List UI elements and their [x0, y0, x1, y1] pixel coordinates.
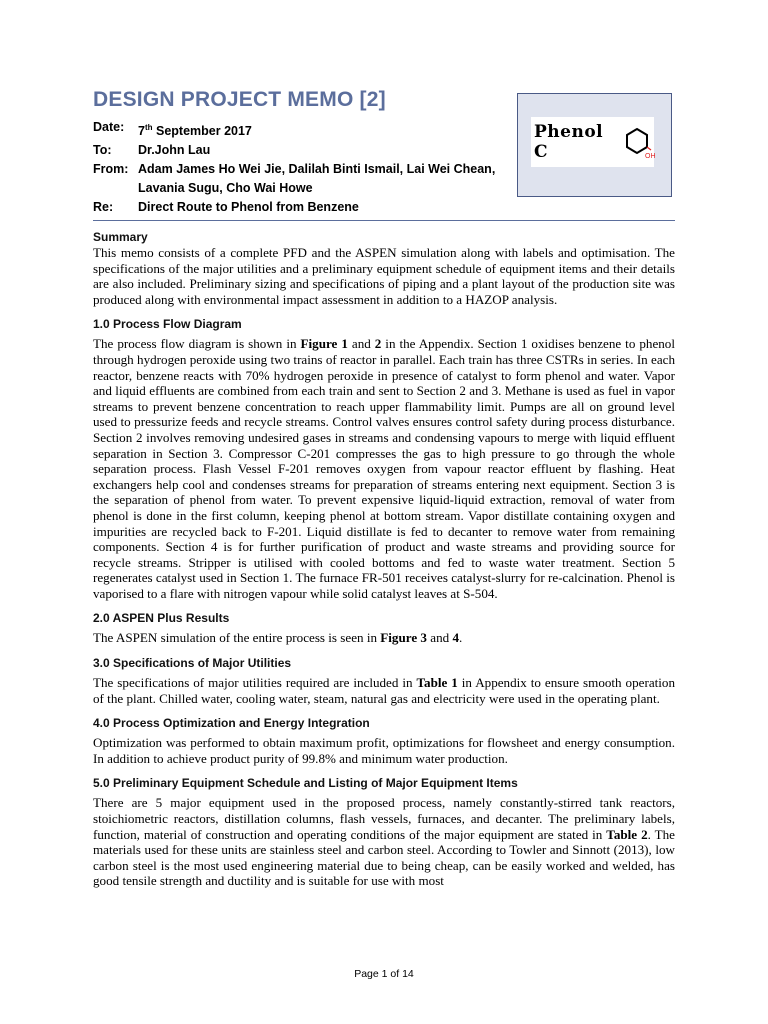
figure-4-ref: 4	[452, 630, 459, 646]
date-label: Date:	[93, 120, 125, 134]
benzene-ring-icon	[624, 125, 654, 159]
table-2-ref: Table 2	[606, 826, 648, 842]
pfd-section	[93, 316, 675, 601]
company-logo	[531, 117, 654, 167]
memo-header-fields	[93, 118, 498, 217]
page-number: Page 1 of 14	[354, 968, 414, 980]
to-value: Dr.John Lau	[138, 143, 211, 158]
header-divider	[93, 220, 675, 221]
optimization-heading: 4.0 Process Optimization and Energy Integration	[93, 716, 370, 731]
utilities-section	[93, 655, 675, 706]
re-label: Re:	[93, 200, 114, 215]
optimization-text: Optimization was performed to obtain maximum profit, optimizations for flowsheet and energy consumption. In addition to achieve product purity of 99.8% and minimum water production.	[93, 735, 675, 766]
summary-heading: Summary	[93, 230, 148, 244]
date-value: 7th September 2017	[138, 123, 252, 139]
date-row	[93, 118, 498, 141]
aspen-section	[93, 610, 675, 646]
figure-3-ref: Figure 3	[380, 630, 427, 646]
aspen-heading: 2.0 ASPEN Plus Results	[93, 611, 230, 626]
aspen-text: The ASPEN simulation of the entire process is seen in Figure 3 and 4.	[93, 630, 463, 646]
to-label: To:	[93, 143, 112, 158]
re-row	[93, 198, 498, 217]
pfd-text: The process flow diagram is shown in Figure 1 and 2 in the Appendix. Section 1 oxidises benzene to phenol through hydrogen peroxide using two trains of reactor in parallel. Each train has three CSTRs in series. In each reactor, benzene reacts with 70% hydrogen peroxide in presence of catalyst to form phenol and water. Vapor and liquid effluents are combined from each train and sent to Section 2 and 3. Methane is used as fuel in vapor streams to prevent benzene concentration to reach upper flammability limit. Pumps are all on ground level used to pressurize feeds and recycle streams. Control valves ensures control safety during process disturbance. Section 2 involves removing undesired gases in streams and condensing vapours to merge with liquid effluent separation in Section 3. Compressor C-201 compresses the gas to high pressure to go through the whole separation process. Flash Vessel F-201 removes oxygen from vapour reactor effluent by flashing. Heat exchangers help cool and condenses streams for preparation of streams entering next equipment. Section 3 is the separation of phenol from water. To prevent expensive liquid-liquid extraction, removal of water from phenol is done in the first column, keeping phenol at bottom stream. Vapor distillate containing oxygen and impurities are recycled back to F-201. Liquid distillate is fed to decanter to remove water from remaining components. Section 4 is for further purification of product and waste streams and providing source for recycle streams. Stripper is utilised with cooled bottoms and fed to waste water treatment. Section 5 regenerates catalyst used in Section 1. The furnace FR-501 receives catalyst-slurry for re-calcination. Phenol is vaporised to a flare with nitrogen vapour while solid catalyst leaves at S-504.	[93, 336, 675, 601]
to-row	[93, 141, 498, 160]
equipment-text: There are 5 major equipment used in the proposed process, namely constantly-stirred tank reactors, stoichiometric reactors, distillation columns, flash vessels, furnaces, and decanter. The preliminary labels, function, material of construction and operating conditions of the major equipment are stated in Table 2. The materials used for these units are stainless steel and carbon steel. According to Towler and Sinnott (2013), low carbon steel is the most used engineering material due to being cheap, can be easily worked and welded, has good tensile strength and ductility and is suitable for use with most	[93, 795, 675, 889]
table-1-ref: Table 1	[416, 675, 458, 691]
equipment-heading: 5.0 Preliminary Equipment Schedule and Listing of Major Equipment Items	[93, 776, 518, 791]
pfd-heading: 1.0 Process Flow Diagram	[93, 317, 242, 332]
from-value: Adam James Ho Wei Jie, Dalilah Binti Ismail, Lai Wei Chean, Lavania Sugu, Cho Wai Howe	[138, 162, 496, 196]
summary-section	[93, 229, 675, 307]
from-row	[93, 160, 498, 198]
logo-text: Phenol C	[534, 122, 604, 162]
company-logo-box	[517, 93, 672, 197]
figure-2-ref: 2	[374, 336, 382, 352]
utilities-text: The specifications of major utilities required are included in Table 1 in Appendix to ensure smooth operation of the plant. Chilled water, cooling water, steam, natural gas and electricity were used in the operating plant.	[93, 675, 675, 706]
from-label: From:	[93, 162, 129, 177]
summary-text: This memo consists of a complete PFD and the ASPEN simulation along with labels and optimisation. The specifications of the major utilities and a preliminary equipment schedule of equipment items and their details are also included. Preliminary sizing and specifications of piping and a plant layout of the production site was produced along with environmental impact assessment in addition to a HAZOP analysis.	[93, 245, 675, 307]
optimization-section	[93, 715, 675, 766]
re-value: Direct Route to Phenol from Benzene	[138, 200, 359, 215]
equipment-section	[93, 775, 675, 889]
oh-label: OH	[645, 153, 656, 160]
memo-title: DESIGN PROJECT MEMO [2]	[93, 88, 386, 111]
utilities-heading: 3.0 Specifications of Major Utilities	[93, 656, 292, 671]
figure-1-ref: Figure 1	[300, 336, 348, 352]
memo-body	[93, 229, 675, 898]
